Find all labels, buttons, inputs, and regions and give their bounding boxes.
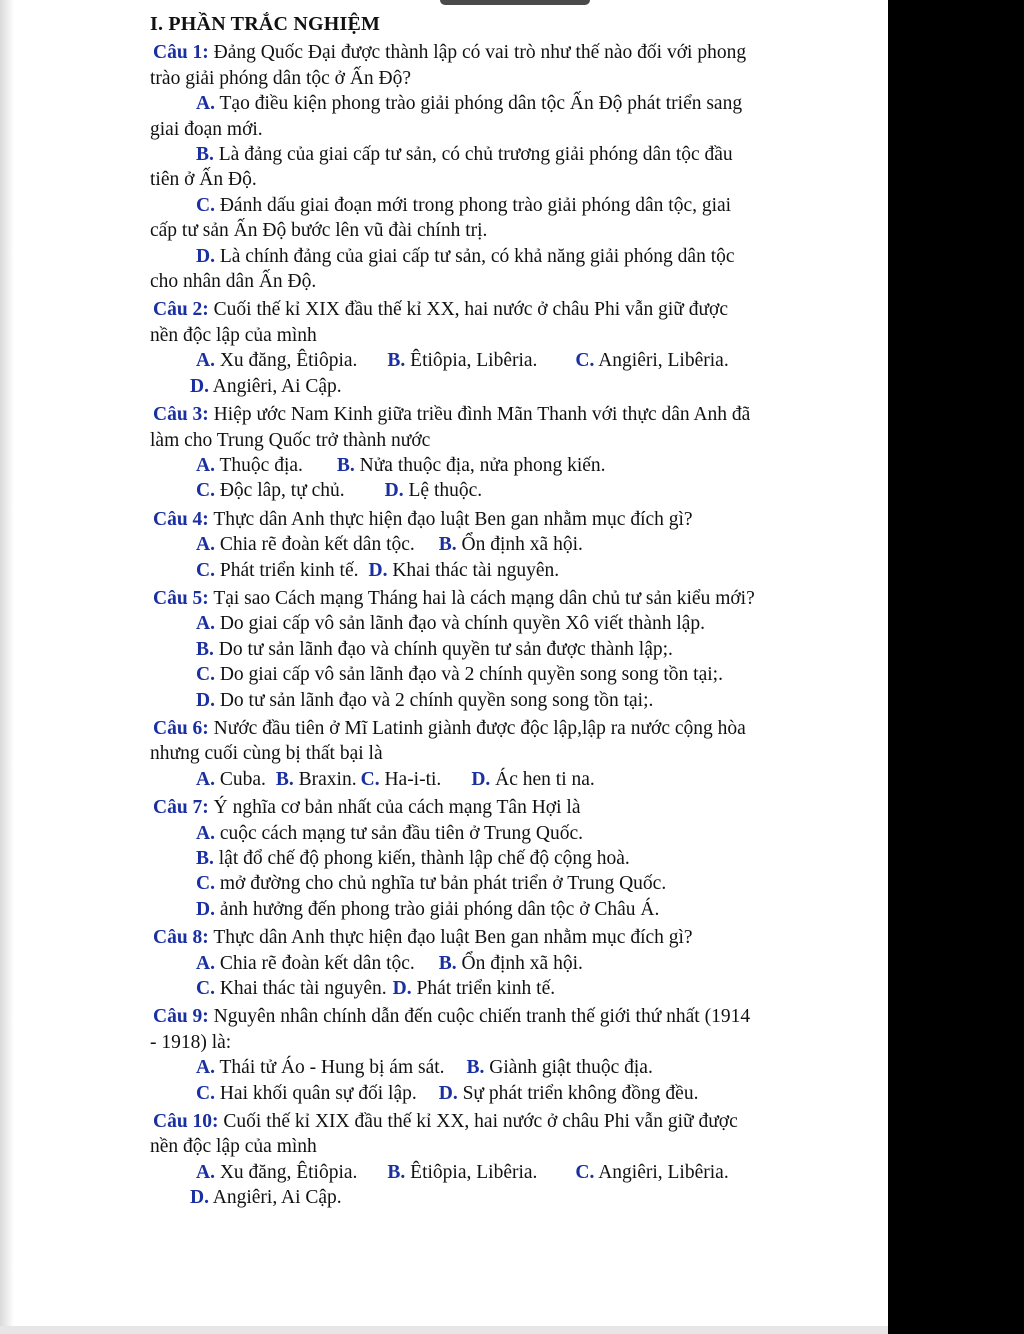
option-text: Ổn định xã hội. [461,952,583,974]
option-letter: A. [196,534,215,556]
option-d [150,897,760,922]
options-row [150,558,760,583]
top-smudge [440,0,590,5]
option-text: Khai thác tài nguyên. [219,978,387,1000]
options-row [150,453,760,478]
section-heading: I. PHẦN TRẮC NGHIỆM [150,13,381,35]
question-4 [150,507,760,583]
right-black-border [888,0,1024,1334]
option-letter: C. [196,873,215,895]
options-row [150,1055,760,1080]
question-label: Câu 4: [153,508,209,530]
option-text: Khai thác tài nguyên. [392,559,560,581]
options-row [150,976,760,1001]
option-letter: C. [575,350,595,372]
option-text: Chia rẽ đoàn kết dân tộc. [219,534,415,556]
question-label: Câu 1: [153,42,209,64]
option-text: Angiêri, Libêria. [598,1161,729,1183]
question-stem: Ý nghĩa cơ bản nhất của cách mạng Tân Hợi là [213,797,581,819]
option-text: Sự phát triển không đồng đều. [462,1082,699,1104]
option-d [150,244,760,295]
option-c [150,871,760,896]
question-3 [150,402,760,504]
option-letter: D. [190,375,209,397]
question-text [150,716,760,767]
option-letter: A. [196,350,215,372]
option-letter: A. [196,768,215,790]
question-stem: Nguyên nhân chính dẫn đến cuộc chiến tranh thế giới thứ nhất (1914 - 1918) là: [150,1006,751,1053]
question-9 [150,1004,760,1106]
option-text: Chia rẽ đoàn kết dân tộc. [219,952,415,974]
option-text: Phát triển kinh tế. [416,978,556,1000]
option-letter: A. [196,1161,215,1183]
option-text: Là đảng của giai cấp tư sản, có chủ trương giải phóng dân tộc đầu tiên ở Ấn Độ. [150,144,733,191]
option-text: Xu đăng, Êtiôpia. [219,1161,358,1183]
option-b [150,142,760,193]
option-text: Angiêri, Ai Cập. [212,375,342,397]
question-5 [150,586,760,713]
option-letter: C. [196,978,215,1000]
question-text [150,40,760,91]
question-label: Câu 8: [153,927,209,949]
question-stem: Hiệp ước Nam Kinh giữa triều đình Mãn Thanh với thực dân Anh đã làm cho Trung Quốc trở thành nước [150,404,751,451]
option-b [150,637,760,662]
option-letter: C. [196,664,215,686]
option-letter: B. [438,952,457,974]
option-letter: D. [196,689,215,711]
question-stem: Nước đầu tiên ở Mĩ Latinh giành được độc lập,lập ra nước cộng hòa nhưng cuối cùng bị thất bại là [150,717,746,765]
question-stem: Cuối thế kỉ XIX đầu thế kỉ XX, hai nước ở châu Phi vẫn giữ được nền độc lập của mình [150,1111,738,1158]
option-text: Phát triển kinh tế. [219,559,359,581]
options-row [150,1081,760,1106]
option-letter: D. [368,559,388,581]
question-stem: Tại sao Cách mạng Tháng hai là cách mạng dân chủ tư sản kiểu mới? [213,587,755,609]
question-label: Câu 3: [153,404,209,426]
option-letter: C. [196,480,215,502]
option-text: ảnh hưởng đến phong trào giải phóng dân tộc ở Châu Á. [219,898,660,920]
question-stem: Thực dân Anh thực hiện đạo luật Ben gan nhằm mục đích gì? [213,927,693,949]
options-row [150,348,760,399]
option-letter: A. [196,822,215,844]
question-8 [150,925,760,1001]
option-letter: B. [196,848,214,869]
option-text: cuộc cách mạng tư sản đầu tiên ở Trung Quốc. [219,822,583,844]
option-letter: B. [438,534,457,556]
options-row [150,951,760,976]
option-letter: A. [196,613,215,635]
option-c [150,662,760,687]
option-letter: B. [336,454,355,476]
option-text: Nửa thuộc địa, nửa phong kiến. [359,454,606,476]
option-text: Giành giật thuộc địa. [489,1057,653,1079]
options-row [150,478,760,503]
page-edge-shadow [0,0,14,1334]
option-letter: D. [471,768,491,790]
question-text [150,795,760,820]
question-text [150,925,760,950]
option-letter: B. [387,350,406,372]
question-text [150,1004,760,1055]
question-1 [150,40,760,294]
options-row [150,1160,760,1211]
option-text: Ác hen ti na. [495,768,595,790]
question-text [150,297,760,348]
option-text: Êtiôpia, Libêria. [410,1161,538,1183]
bottom-edge [0,1326,888,1334]
document-page [150,12,760,1211]
option-letter: D. [392,978,412,1000]
option-text: Lệ thuộc. [408,480,483,502]
option-letter: C. [575,1161,595,1183]
option-text: mở đường cho chủ nghĩa tư bản phát triển ở Trung Quốc. [219,873,667,895]
options-row [150,767,760,792]
option-text: Do giai cấp vô sản lãnh đạo và chính quyền Xô viết thành lập. [219,613,706,635]
question-label: Câu 2: [153,299,209,321]
option-letter: D. [190,1187,209,1209]
option-text: Thuộc địa. [219,454,303,476]
option-text: Ha-i-ti. [384,768,442,790]
option-text: Do giai cấp vô sản lãnh đạo và 2 chính quyền song song tồn tại;. [219,664,723,686]
option-letter: A. [196,93,215,115]
option-letter: C. [360,768,380,790]
question-label: Câu 5: [153,587,209,609]
question-stem: Đảng Quốc Đại được thành lập có vai trò như thế nào đối với phong trào giải phóng dân tộc ở Ấn Độ? [150,42,747,89]
option-text: Xu đăng, Êtiôpia. [219,350,358,372]
option-a [150,611,760,636]
option-d [150,688,760,713]
option-letter: B. [387,1161,406,1183]
option-letter: D. [438,1082,458,1104]
option-letter: A. [196,952,215,974]
option-text: Thái tử Áo - Hung bị ám sát. [219,1057,445,1079]
question-7 [150,795,760,922]
question-label: Câu 10: [153,1111,219,1133]
option-text: Angiêri, Libêria. [598,350,729,372]
option-a [150,91,760,142]
option-text: Êtiôpia, Libêria. [410,350,538,372]
question-stem: Cuối thế kỉ XIX đầu thế kỉ XX, hai nước ở châu Phi vẫn giữ được nền độc lập của mình [150,299,728,346]
option-letter: A. [196,454,215,476]
question-stem: Thực dân Anh thực hiện đạo luật Ben gan nhằm mục đích gì? [213,508,693,530]
question-text [150,507,760,532]
option-text: lật đổ chế độ phong kiến, thành lập chế độ cộng hoà. [218,848,630,869]
question-text [150,586,760,611]
option-letter: C. [196,1082,215,1104]
option-c [150,193,760,244]
option-text: Do tư sản lãnh đạo và 2 chính quyền song song tồn tại;. [219,689,654,711]
option-letter: D. [196,245,215,267]
question-text [150,402,760,453]
option-text: Độc lâp, tự chủ. [219,480,345,502]
question-label: Câu 6: [153,717,209,739]
question-label: Câu 7: [153,797,209,819]
option-text: Là chính đảng của giai cấp tư sản, có khả năng giải phóng dân tộc cho nhân dân Ấn Độ. [150,245,735,293]
option-text: Đánh dấu giai đoạn mới trong phong trào giải phóng dân tộc, giai cấp tư sản Ấn Độ bước lên vũ đài chính trị. [150,194,732,242]
option-a [150,821,760,846]
question-2 [150,297,760,399]
option-letter: A. [196,1057,215,1079]
option-text: Ổn định xã hội. [461,534,583,556]
option-text: Cuba. [219,768,266,790]
option-letter: B. [466,1057,485,1079]
option-letter: C. [196,559,215,581]
question-10 [150,1109,760,1211]
option-text: Angiêri, Ai Cập. [212,1187,342,1209]
option-letter: B. [275,768,294,790]
options-row [150,532,760,557]
option-letter: B. [196,638,214,660]
option-letter: C. [196,194,215,216]
option-text: Braxin. [298,768,357,790]
option-letter: B. [196,144,214,166]
option-text: Tạo điều kiện phong trào giải phóng dân tộc Ấn Độ phát triển sang giai đoạn mới. [150,93,743,140]
option-b [150,846,760,871]
question-6 [150,716,760,792]
option-letter: D. [384,480,404,502]
option-text: Hai khối quân sự đối lập. [219,1082,417,1104]
option-text: Do tư sản lãnh đạo và chính quyền tư sản được thành lập;. [218,638,673,660]
option-letter: D. [196,898,215,920]
question-label: Câu 9: [153,1006,209,1028]
question-text [150,1109,760,1160]
